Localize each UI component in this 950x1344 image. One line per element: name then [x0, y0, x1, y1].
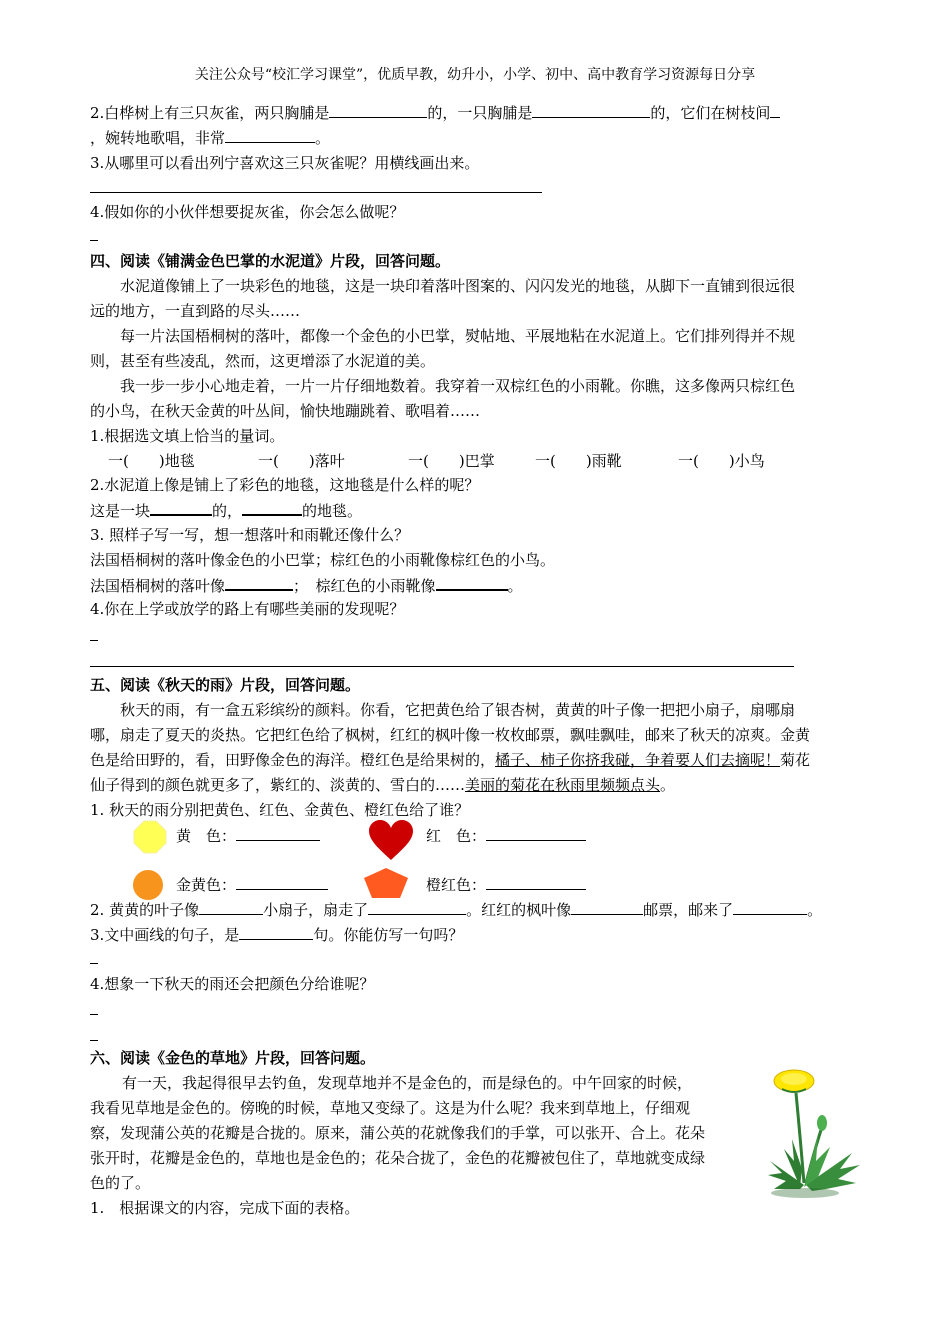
s4-p2-l2: 则，甚至有些凌乱，然而，这更增添了水泥道的美。: [90, 352, 436, 370]
s4-q1: 1.根据选文填上恰当的量词。: [90, 427, 285, 445]
blank[interactable]: [368, 899, 466, 915]
s4-p1-l2: 远的地方，一直到路的尽头……: [90, 302, 301, 320]
dandelion-image: [760, 1065, 870, 1201]
s6-q1: 1. 根据课文的内容，完成下面的表格。: [90, 1199, 360, 1217]
s4-q1-item[interactable]: 一( )地毯: [108, 452, 195, 470]
s4-q1-item[interactable]: 一( )小鸟: [678, 452, 765, 470]
s5-p-l3: 色是给田野的，看，田野像金色的海洋。橙红色是给果树的，橘子、柿子你挤我碰，争着要人们去摘呢！菊花: [90, 751, 811, 769]
blank[interactable]: [150, 499, 212, 516]
blank[interactable]: [770, 102, 780, 118]
s4-p3-l2: 的小鸟，在秋天金黄的叶丛间，愉快地蹦跳着、歌唱着……: [90, 402, 481, 420]
s4-p3-l1: 我一步一步小心地走着，一片一片仔细地数着。我穿着一双棕红色的小雨靴。你瞧，这多像两只棕红色: [120, 377, 796, 395]
s4-title: 四、阅读《铺满金色巴掌的水泥道》片段，回答问题。: [90, 252, 451, 270]
gold-circle-icon: [131, 868, 165, 902]
s4-q2: 2.水泥道上像是铺上了彩色的地毯，这地毯是什么样的呢？: [90, 476, 480, 494]
blank[interactable]: [236, 874, 328, 890]
s5-p-l4: 仙子得到的颜色就更多了，紫红的、淡黄的、雪白的……美丽的菊花在秋雨里频频点头。: [90, 776, 676, 794]
answer-dash[interactable]: [90, 240, 98, 241]
page-header: 关注公众号“校汇学习课堂”，优质早教，幼升小，小学、初中、高中教育学习资源每日分享: [194, 67, 756, 83]
blank[interactable]: [733, 899, 807, 915]
s5-title: 五、阅读《秋天的雨》片段，回答问题。: [90, 676, 361, 694]
s4-q1-item[interactable]: 一( )落叶: [258, 452, 345, 470]
s6-p-l2: 我看见草地是金色的。傍晚的时候，草地又变绿了。这是为什么呢？我来到草地上，仔细观: [90, 1099, 691, 1117]
answer-dash[interactable]: [90, 640, 98, 641]
s5-p-l1: 秋天的雨，有一盒五彩缤纷的颜料。你看，它把黄色给了银杏树，黄黄的叶子像一把把小扇子，扇哪扇: [120, 701, 796, 719]
answer-line[interactable]: [90, 666, 794, 667]
blank[interactable]: [239, 924, 313, 940]
blank[interactable]: [571, 899, 643, 915]
blank[interactable]: [225, 574, 293, 591]
s4-p2-l1: 每一片法国梧桐树的落叶，都像一个金色的小巴掌，熨帖地、平展地粘在水泥道上。它们排列得并不规: [120, 327, 796, 345]
blank[interactable]: [486, 874, 586, 890]
s6-p-l5: 色的了。: [90, 1174, 151, 1192]
s6-p-l4: 张开时，花瓣是金色的，草地也是金色的；花朵合拢了，金色的花瓣被包住了，草地就变成绿: [90, 1149, 706, 1167]
s3-q4: 4.假如你的小伙伴想要捉灰雀，你会怎么做呢？: [90, 203, 405, 221]
color-red-label: 红 色：: [426, 825, 586, 847]
s6-p-l3: 察，发现蒲公英的花瓣是合拢的。原来，蒲公英的花就像我们的手掌，可以张开、合上。花朵: [90, 1124, 706, 1142]
blank[interactable]: [199, 899, 263, 915]
color-yellow-label: 黄 色：: [176, 825, 320, 847]
blank[interactable]: [436, 574, 508, 591]
yellow-octagon-icon: [133, 820, 167, 854]
s6-p-l1: 有一天，我起得很早去钓鱼，发现草地并不是金色的，而是绿色的。中午回家的时候，: [122, 1074, 693, 1092]
color-orange-label: 橙红色：: [426, 874, 586, 896]
blank[interactable]: [242, 499, 302, 516]
s4-q1-item[interactable]: 一( )巴掌: [408, 452, 495, 470]
red-heart-icon: [368, 820, 414, 862]
s3-q2-line1: 2.白桦树上有三只灰雀，两只胸脯是 的，一只胸脯是 的，它们在树枝间: [90, 102, 780, 124]
answer-line[interactable]: [90, 192, 542, 193]
s3-q2-line2: ，婉转地歌唱，非常 。: [90, 129, 331, 147]
s5-q4: 4.想象一下秋天的雨还会把颜色分给谁呢？: [90, 975, 375, 993]
answer-dash[interactable]: [90, 1040, 98, 1041]
underlined-sentence: 橘子、柿子你挤我碰，争着要人们去摘呢！: [495, 751, 781, 769]
s5-q2: 2. 黄黄的叶子像 小扇子，扇走了 。红红的枫叶像 邮票，邮来了 。: [90, 901, 823, 919]
answer-dash[interactable]: [90, 963, 98, 964]
blank[interactable]: [486, 825, 586, 841]
s4-q3-example: 法国梧桐树的落叶像金色的小巴掌；棕红色的小雨靴像棕红色的小鸟。: [90, 551, 556, 569]
s4-q4: 4.你在上学或放学的路上有哪些美丽的发现呢？: [90, 600, 405, 618]
s5-q3: 3.文中画线的句子，是 句。你能仿写一句吗？: [90, 926, 464, 944]
s5-p-l2: 哪，扇走了夏天的炎热。它把红色给了枫树，红红的枫叶像一枚枚邮票，飘哇飘哇，邮来了秋天的凉爽。金黄: [90, 726, 811, 744]
color-gold-label: 金黄色：: [176, 874, 328, 896]
s4-q3-fill: 法国梧桐树的落叶像 ； 棕红色的小雨靴像 。: [90, 574, 523, 597]
blank[interactable]: [532, 102, 650, 118]
underlined-sentence: 美丽的菊花在秋雨里频频点头: [465, 776, 661, 794]
s4-q1-item[interactable]: 一( )雨靴: [535, 452, 622, 470]
s4-q2-fill: 这是一块 的， 的地毯。: [90, 499, 362, 522]
s3-q3: 3.从哪里可以看出列宁喜欢这三只灰雀呢？用横线画出来。: [90, 154, 480, 172]
blank[interactable]: [236, 825, 320, 841]
blank[interactable]: [225, 127, 315, 143]
s4-q3: 3. 照样子写一写，想一想落叶和雨靴还像什么？: [90, 526, 410, 544]
orange-pentagon-icon: [362, 866, 410, 900]
blank[interactable]: [329, 102, 427, 118]
answer-dash[interactable]: [90, 1014, 98, 1015]
s5-q1: 1. 秋天的雨分别把黄色、红色、金黄色、橙红色给了谁？: [90, 801, 470, 819]
s6-title: 六、阅读《金色的草地》片段，回答问题。: [90, 1049, 376, 1067]
s4-p1-l1: 水泥道像铺上了一块彩色的地毯，这是一块印着落叶图案的、闪闪发光的地毯，从脚下一直铺到很远很: [120, 277, 796, 295]
